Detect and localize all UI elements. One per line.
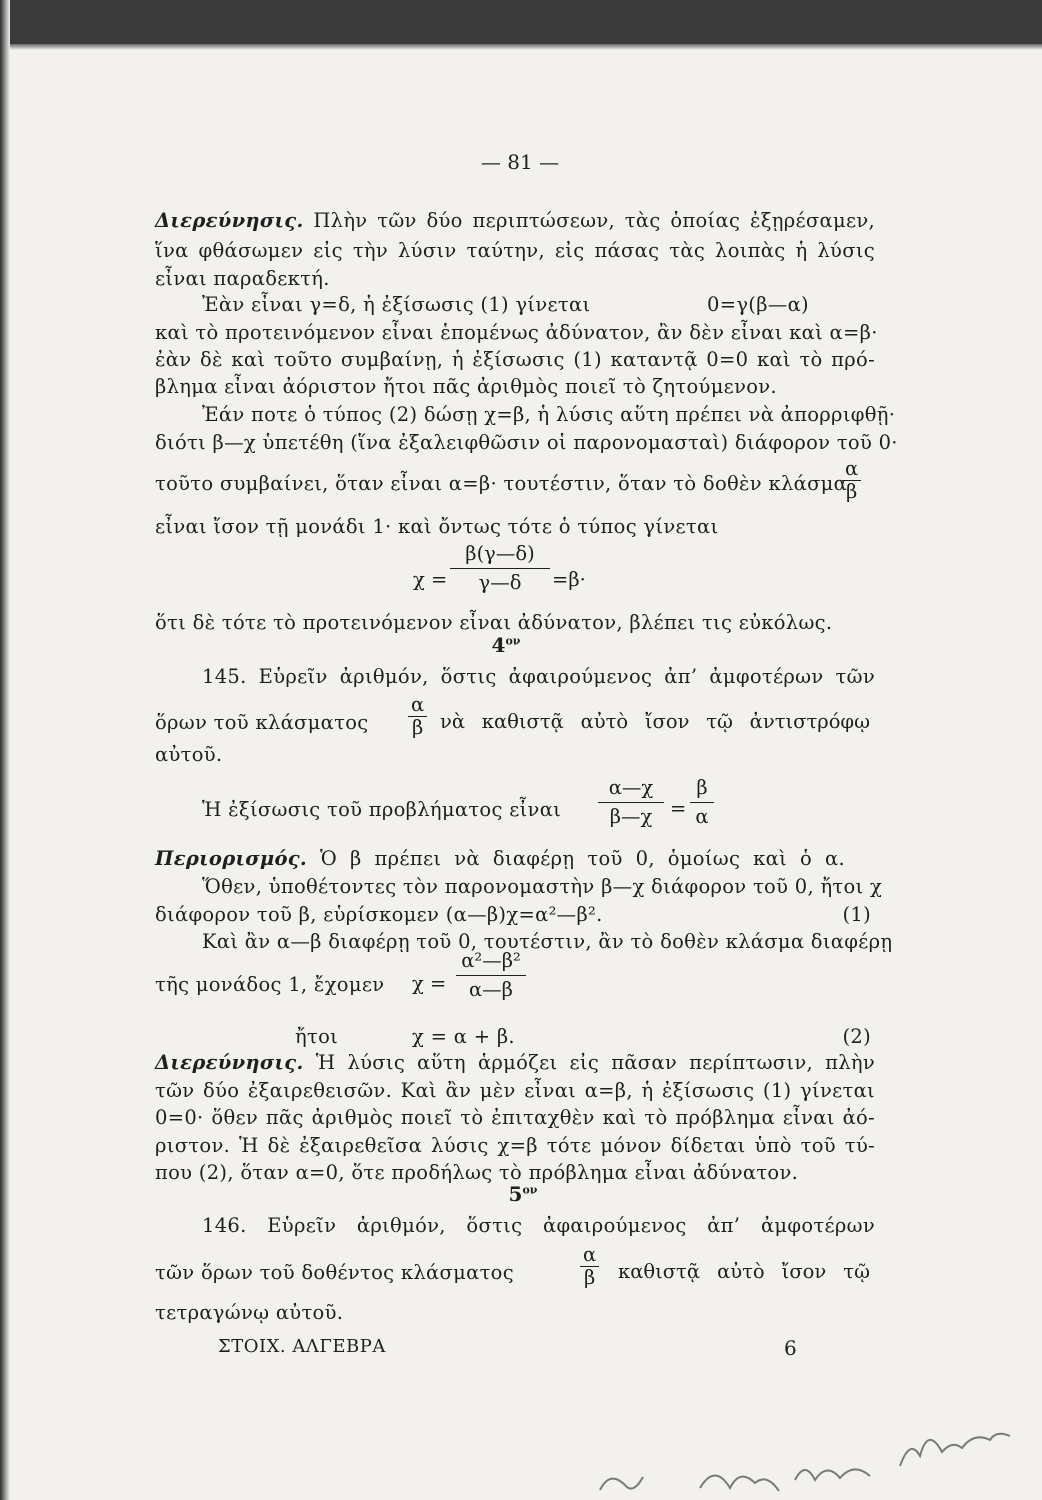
text-line: ἐὰν δὲ καὶ τοῦτο συμβαίνῃ, ἡ ἐξίσωσις (1) καταντᾷ 0=0 καὶ τὸ πρό- [155, 348, 875, 371]
fraction-numerator: α—χ [598, 774, 664, 803]
text-line: διότι β—χ ὑπετέθη (ἵνα ἐξαλειφθῶσιν οἱ παρονομασταὶ) διάφορον τοῦ 0· [155, 431, 898, 454]
fraction-denominator: β—χ [609, 805, 653, 828]
fraction-numerator: α²—β² [456, 947, 526, 976]
eq1-rhs: =β· [552, 568, 586, 591]
text-line: αὐτοῦ. [155, 743, 223, 766]
text-line: βλημα εἶναι ἀόριστον ἤτοι πᾶς ἀριθμὸς ποιεῖ τὸ ζητούμενον. [155, 375, 777, 398]
text-line: τετραγώνῳ αὐτοῦ. [155, 1301, 344, 1324]
heading-suffix: ον [522, 1183, 538, 1197]
eq1-lhs: χ = [413, 568, 448, 591]
text-line: Ὅθεν, ὑποθέτοντες τὸν παρονομαστὴν β—χ διάφορον τοῦ 0, ἤτοι χ [202, 875, 883, 898]
text-span: Ὁ β πρέπει νὰ διαφέρῃ τοῦ 0, ὁμοίως καὶ ὁ α. [319, 847, 846, 870]
heading-number: 4 [491, 633, 506, 657]
problem-heading-4 [446, 633, 566, 657]
text-line: τοῦτο συμβαίνει, ὅταν εἶναι α=β· τουτέστιν, ὅταν τὸ δοθὲν κλάσμα [155, 472, 848, 495]
fraction-denominator: β [583, 1266, 596, 1289]
eq1-fraction [450, 540, 550, 597]
text-span: Ἐὰν εἶναι γ=δ, ἡ ἐξίσωσις (1) γίνεται [202, 293, 591, 316]
text-line: εἶναι παραδεκτή. [155, 267, 330, 290]
text-line [202, 292, 875, 318]
fraction-numerator: α [580, 1244, 599, 1267]
text-span: ἤτοι [295, 1025, 339, 1048]
text-line: 0=0· ὅθεν πᾶς ἀριθμὸς ποιεῖ τὸ ἐπιταχθὲν καὶ τὸ πρόβλημα εἶναι ἀό- [155, 1106, 875, 1129]
scan-top-shadow [0, 44, 1042, 50]
eq2-equals: = [670, 797, 687, 820]
fraction-denominator: β [411, 716, 424, 739]
text-line: ὅτι δὲ τότε τὸ προτεινόμενον εἶναι ἀδύνατον, βλέπει τις εὐκόλως. [155, 611, 833, 634]
footer-signature: 6 [784, 1336, 798, 1360]
text-line: Ἐάν ποτε ὁ τύπος (2) δώσῃ χ=β, ἡ λύσις αὕτη πρέπει νὰ ἀπορριφθῇ· [202, 403, 896, 426]
scribble-stroke [600, 1434, 1010, 1491]
fraction-alpha-beta [404, 694, 431, 739]
text-span: Ἡ λύσις αὕτη ἁρμόζει εἰς πᾶσαν περίπτωσιν, πλὴν [315, 1051, 876, 1074]
text-line: που (2), ὅταν α=0, ὅτε προδήλως τὸ πρόβλημα εἶναι ἀδύνατον. [155, 1161, 799, 1184]
fraction-denominator: α—β [469, 978, 513, 1001]
text-span: ὅρων τοῦ κλάσματος [155, 711, 369, 734]
section-heading: Διερεύνησις. [155, 209, 304, 232]
fraction-alpha-beta [576, 1244, 603, 1289]
text-line: Καὶ ἂν α—β διαφέρῃ τοῦ 0, τουτέστιν, ἂν τὸ δοθὲν κλάσμα διαφέρῃ [202, 930, 893, 953]
text-line: ριστον. Ἡ δὲ ἐξαιρεθεῖσα λύσις χ=β τότε μόνον δίδεται ὑπὸ τοῦ τύ- [155, 1134, 875, 1157]
scan-top-border [0, 0, 1042, 44]
fraction-alpha-beta [838, 458, 865, 503]
eq3-fraction [456, 947, 526, 1004]
fraction-numerator: α [842, 458, 861, 481]
text-line: εἶναι ἴσον τῇ μονάδι 1· καὶ ὄντως τότε ὁ τύπος γίνεται [155, 515, 719, 538]
text-line: Ἡ ἐξίσωσις τοῦ προβλήματος εἶναι [202, 798, 562, 821]
text-span: διάφορον τοῦ β, εὑρίσκομεν (α—β)χ=α²—β². [155, 903, 603, 926]
text-line [155, 902, 875, 928]
problem-145-line: 145. Εὑρεῖν ἀριθμόν, ὅστις ἀφαιρούμενος ἀπ’ ἀμφοτέρων τῶν [202, 665, 875, 688]
heading-number: 5 [508, 1182, 523, 1206]
heading-suffix: ον [505, 634, 521, 648]
text-span: Πλὴν τῶν δύο περιπτώσεων, τὰς ὁποίας ἐξῃρέσαμεν, [313, 209, 876, 232]
text-line [155, 846, 845, 872]
fraction-denominator: α [695, 805, 709, 828]
text-span: καθιστᾷ αὐτὸ ἴσον τῷ [618, 1260, 870, 1283]
problem-146-line: 146. Εὑρεῖν ἀριθμόν, ὅστις ἀφαιρούμενος ἀπ’ ἀμφοτέρων [202, 1214, 875, 1237]
footer-title: ΣΤΟΙΧ. ΑΛΓΕΒΡΑ [218, 1336, 386, 1357]
equation-number: (2) [842, 1025, 871, 1048]
text-span: νὰ καθιστᾷ αὐτὸ ἴσον τῷ ἀντιστρόφῳ [440, 710, 870, 733]
fraction-numerator: β(γ—δ) [450, 540, 550, 569]
eq2-right-fraction [690, 774, 714, 831]
fraction-denominator: γ—δ [478, 571, 522, 594]
problem-heading-5 [463, 1182, 583, 1206]
eq2-left-fraction [598, 774, 664, 831]
text-line [155, 1050, 875, 1076]
page-number: — 81 — [480, 150, 560, 174]
equation-number: (1) [842, 903, 871, 926]
text-line [155, 208, 875, 234]
text-line: τῆς μονάδος 1, ἔχομεν [155, 973, 385, 996]
fraction-denominator: β [845, 480, 858, 503]
equation: 0=γ(β—α) [707, 293, 809, 316]
text-line: καὶ τὸ προτεινόμενον εἶναι ἑπομένως ἀδύνατον, ἂν δὲν εἶναι καὶ α=β· [155, 321, 878, 344]
eq3-lhs: χ = [412, 972, 447, 995]
fraction-numerator: β [690, 774, 714, 803]
text-line: ἵνα φθάσωμεν εἰς τὴν λύσιν ταύτην, εἰς πάσας τὰς λοιπὰς ἡ λύσις [155, 239, 875, 262]
section-heading: Περιορισμός. [155, 847, 308, 870]
text-line: τῶν δύο ἐξαιρεθεισῶν. Καὶ ἂν μὲν εἶναι α=β, ἡ ἐξίσωσις (1) γίνεται [155, 1079, 875, 1102]
fraction-numerator: α [408, 694, 427, 717]
section-heading: Διερεύνησις. [155, 1051, 304, 1074]
scan-left-edge [0, 0, 10, 1500]
equation: χ = α + β. [412, 1025, 515, 1048]
text-span: τῶν ὅρων τοῦ δοθέντος κλάσματος [155, 1261, 514, 1284]
handwritten-scribble [580, 1420, 1040, 1500]
